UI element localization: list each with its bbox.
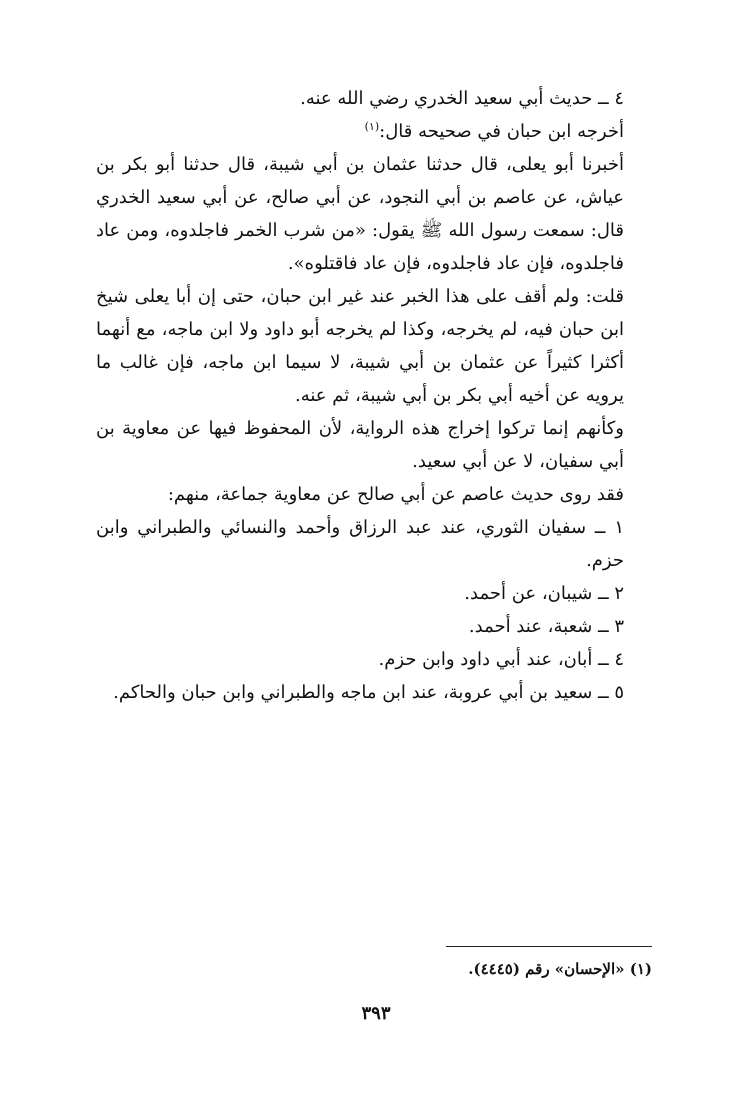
- paragraph-takhrij: أخرجه ابن حبان في صحيحه قال:$^{(١)}$: [364, 120, 624, 142]
- list-item-narrator-4: ٤ ــ أبان، عند أبي داود وابن حزم.: [378, 649, 624, 670]
- paragraph-comment: قلت: ولم أقف على هذا الخبر عند غير ابن حبان، حتى إن أبا يعلى شيخ ابن حبان فيه، لم يخرجه، وكذا لم يخرجه أبو داود ولا ابن ماجه، مع أنهما أكثرا كثيراً عن عثمان بن أبي شيبة، لا سيما ابن ماجه، فإن غالب ما يرويه عن أخيه أبي بكر بن أبي شيبة، ثم عنه.: [96, 286, 624, 406]
- paragraph-reason: وكأنهم إنما تركوا إخراج هذه الرواية، لأن المحفوظ فيها عن معاوية بن أبي سفيان، لا عن أبي سعيد.: [96, 418, 624, 472]
- paragraph-isnad: أخبرنا أبو يعلى، قال حدثنا عثمان بن أبي شيبة، قال حدثنا أبو بكر بن عياش، عن عاصم بن أبي النجود، عن أبي صالح، عن أبي سعيد الخدري قال: سمعت رسول الله ﷺ يقول: «من شرب الخمر فاجلدوه، ومن عاد فاجلدوه، فإن عاد فاجلدوه، فإن عاد فاقتلوه».: [96, 154, 624, 274]
- page-number: ٣٩٣: [361, 1003, 391, 1024]
- list-item-narrator-1: ١ ــ سفيان الثوري، عند عبد الرزاق وأحمد والنسائي والطبراني وابن حزم.: [96, 517, 624, 571]
- page-body: [96, 82, 652, 1082]
- footnote-marker: (١): [364, 120, 380, 133]
- paragraph-hadith-heading: ٤ ــ حديث أبي سعيد الخدري رضي الله عنه.: [300, 88, 624, 109]
- list-item-narrator-5: ٥ ــ سعيد بن أبي عروبة، عند ابن ماجه والطبراني وابن حبان والحاكم.: [113, 682, 624, 703]
- list-item-narrator-2: ٢ ــ شيبان، عن أحمد.: [464, 583, 624, 604]
- paragraph-narrators-intro: فقد روى حديث عاصم عن أبي صالح عن معاوية جماعة، منهم:: [167, 484, 624, 505]
- footnote: (١) «الإحسان» رقم (٤٤٤٥).: [468, 960, 652, 978]
- list-item-narrator-3: ٣ ــ شعبة، عند أحمد.: [468, 616, 624, 637]
- footnote-divider: [446, 946, 652, 947]
